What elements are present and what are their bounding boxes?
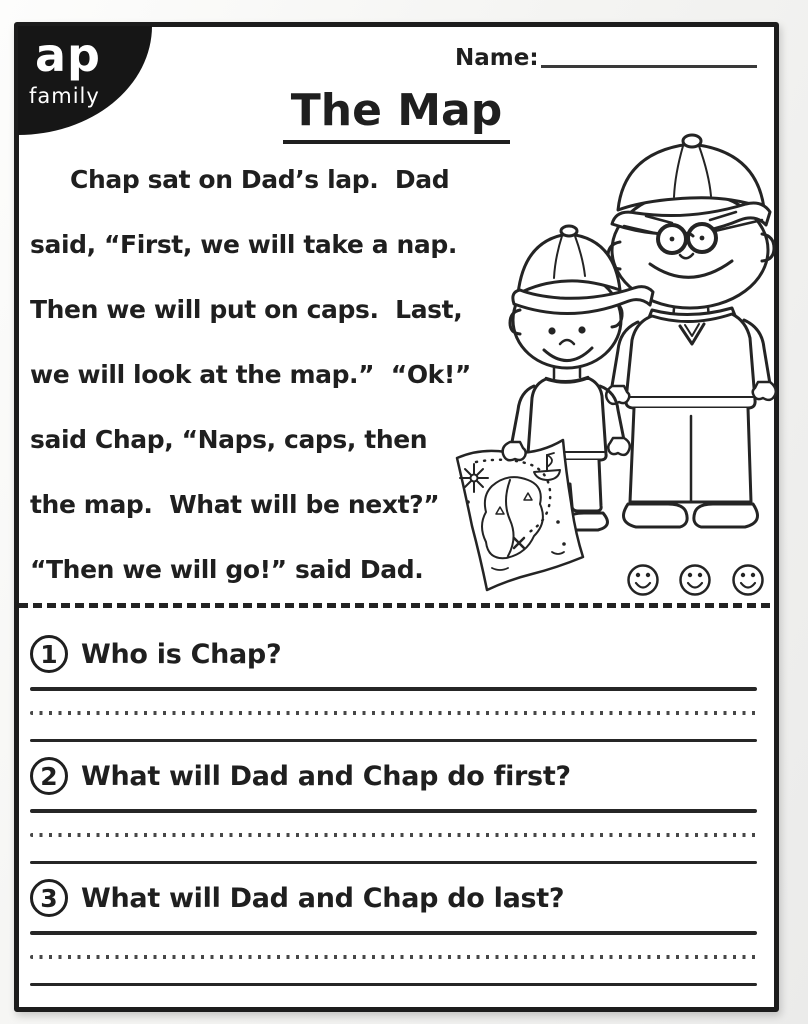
brand-ap-label: ap [35, 28, 101, 82]
answer-line [30, 983, 757, 987]
question-2 [30, 753, 757, 864]
smiley-icon [629, 566, 658, 595]
question-number-circle: 3 [30, 879, 68, 917]
brand-family-label: family [29, 84, 100, 108]
question-number-circle: 2 [30, 757, 68, 795]
passage-line: we will look at the map.” “Ok!” [30, 360, 471, 389]
smiley-icon [681, 566, 710, 595]
name-label: Name: [455, 45, 539, 71]
answer-line [30, 687, 757, 691]
answer-line [30, 739, 757, 743]
smiley-icons [629, 566, 763, 595]
treasure-map [457, 440, 583, 590]
dad-figure [606, 135, 776, 527]
answer-guide-line [30, 955, 757, 959]
passage-line: the map. What will be next?” [30, 490, 440, 519]
passage-line: said Chap, “Naps, caps, then [30, 425, 428, 454]
answer-guide-line [30, 833, 757, 837]
dad-and-boy-illustration [440, 124, 778, 606]
smiley-icon [734, 566, 763, 595]
passage-line: Then we will put on caps. Last, [30, 295, 463, 324]
question-text: What will Dad and Chap do first? [81, 760, 571, 792]
name-field [455, 44, 757, 71]
question-text: Who is Chap? [81, 638, 282, 670]
passage-line: said, “First, we will take a nap. [30, 230, 457, 259]
answer-guide-line [30, 711, 757, 715]
question-text: What will Dad and Chap do last? [81, 882, 565, 914]
reading-passage [30, 147, 510, 602]
worksheet-page [14, 22, 779, 1012]
answer-line [30, 861, 757, 865]
passage-line: “Then we will go!” said Dad. [30, 555, 424, 584]
question-1 [30, 631, 757, 742]
dashed-divider [19, 603, 774, 608]
worksheet-title: The Map [283, 85, 510, 144]
question-3 [30, 875, 757, 986]
answer-line [30, 931, 757, 935]
question-number-circle: 1 [30, 635, 68, 673]
name-blank-line [541, 44, 757, 68]
passage-line: Chap sat on Dad’s lap. Dad [70, 165, 450, 194]
answer-line [30, 809, 757, 813]
